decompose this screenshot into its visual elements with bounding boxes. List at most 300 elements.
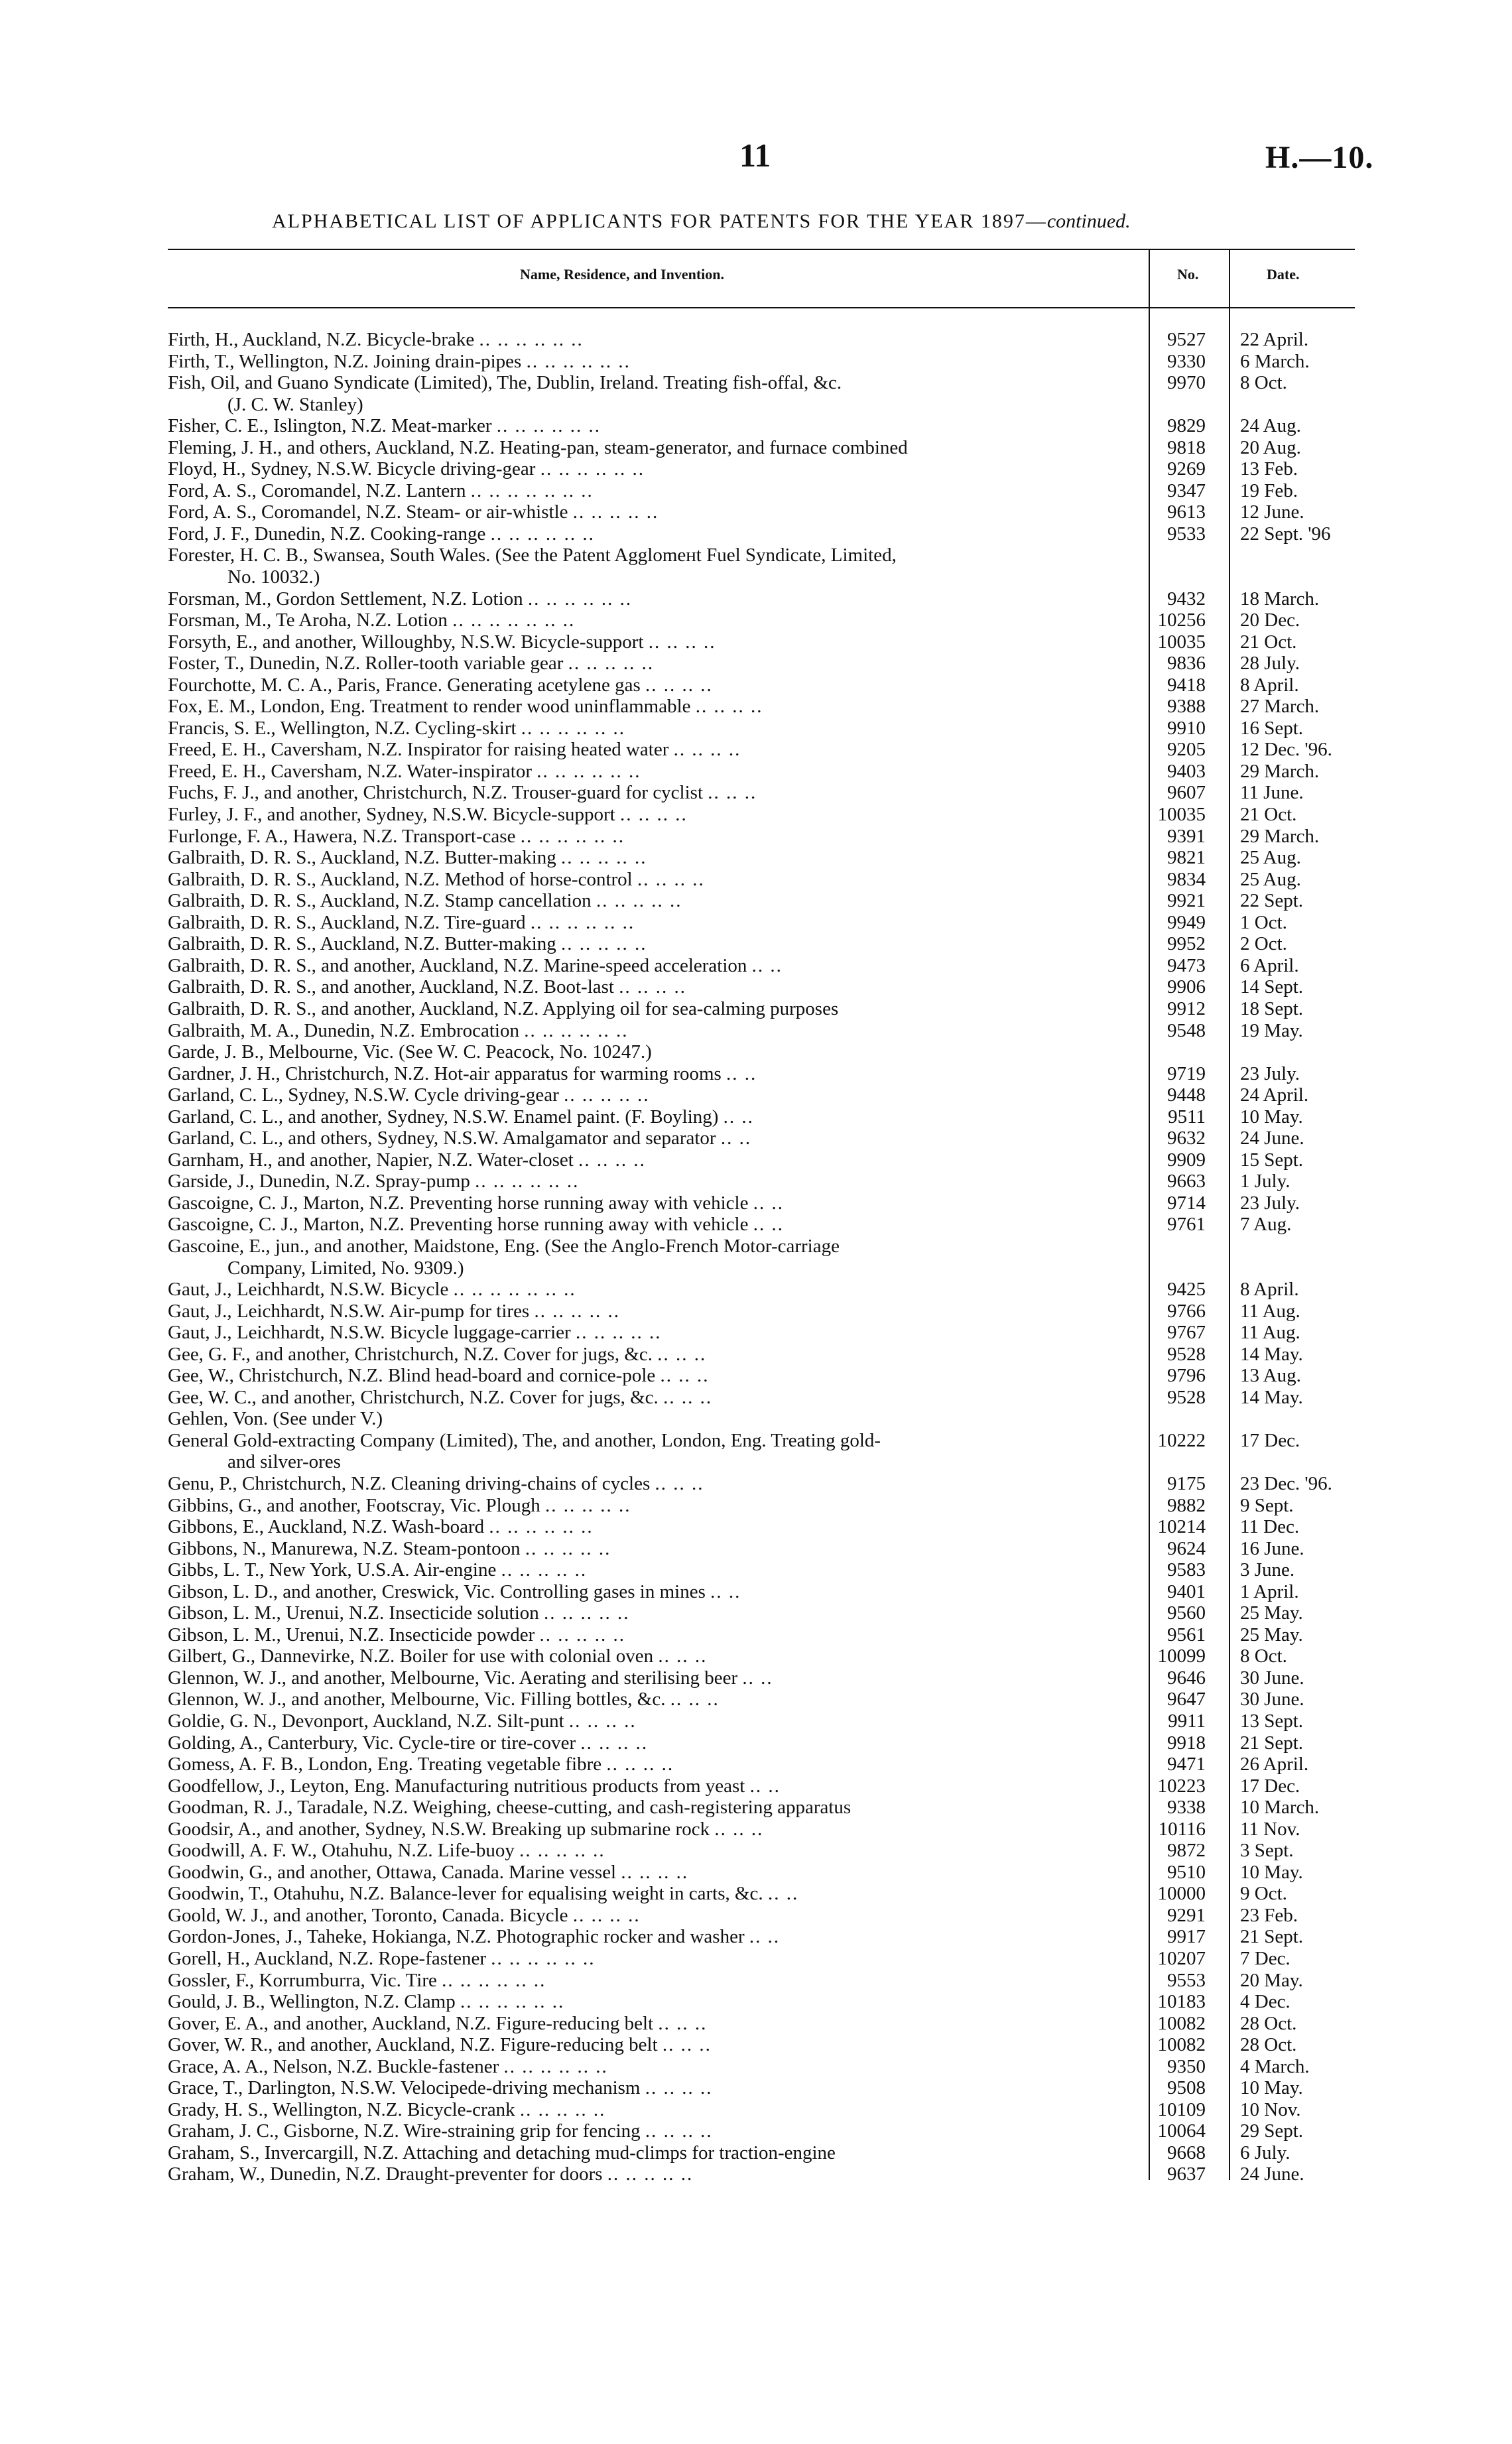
applicant-entry <box>168 761 1149 783</box>
entry-text: (J. C. W. Stanley) <box>227 393 363 415</box>
list-item <box>168 1344 1361 1366</box>
applicant-entry <box>168 2013 1149 2035</box>
applicant-entry <box>168 1991 1149 2013</box>
leader-dots: .. .. .. .. <box>619 804 688 826</box>
entry-text: Goodman, R. J., Taradale, N.Z. Weighing, cheese-cutting, and cash-registering apparatus <box>168 1797 851 1819</box>
patent-number: 9834 <box>1167 868 1206 890</box>
entry-text: Galbraith, D. R. S., and another, Auckland, N.Z. Marine-speed acceleration <box>168 954 747 976</box>
entry-text: Gibbons, N., Manurewa, N.Z. Steam-pontoon <box>168 1537 521 1559</box>
applicant-entry <box>168 826 1149 848</box>
patent-number: 9949 <box>1167 911 1206 933</box>
applicant-entry <box>168 631 1149 653</box>
leader-dots: .. .. .. .. .. <box>596 890 682 912</box>
patent-number: 9909 <box>1167 1149 1206 1171</box>
applicant-entry <box>168 2142 1149 2164</box>
patent-date: 23 Dec. '96. <box>1240 1472 1332 1494</box>
header-top-rule <box>168 249 1355 250</box>
applicant-entry <box>168 1301 1149 1322</box>
list-item <box>168 718 1361 740</box>
patent-date: 25 May. <box>1240 1602 1303 1624</box>
patent-date: 1 Oct. <box>1240 911 1287 933</box>
entry-text: Goold, W. J., and another, Toronto, Canada. Bicycle <box>168 1904 568 1926</box>
patent-date: 24 Aug. <box>1240 415 1301 437</box>
list-item <box>168 1473 1361 1495</box>
patent-date: 8 Oct. <box>1240 1645 1287 1667</box>
patent-number: 10109 <box>1157 2098 1206 2120</box>
list-item <box>168 1041 1361 1063</box>
list-item <box>168 329 1361 351</box>
title-main: ALPHABETICAL LIST OF APPLICANTS FOR PATENTS FOR THE YEAR 1897— <box>272 210 1047 232</box>
leader-dots: .. .. .. .. .. <box>544 1494 631 1516</box>
leader-dots: .. .. .. .. <box>673 739 741 761</box>
applicant-entry <box>168 458 1149 480</box>
patent-number: 9836 <box>1167 653 1206 675</box>
list-item <box>168 675 1361 696</box>
patent-date: 26 April. <box>1240 1754 1309 1775</box>
patent-date: 24 June. <box>1240 1127 1304 1149</box>
applicant-entry <box>168 1192 1149 1214</box>
list-item <box>168 653 1361 675</box>
patent-number: 9761 <box>1167 1214 1206 1236</box>
patent-date: 14 Sept. <box>1240 976 1304 998</box>
patent-date: 16 Sept. <box>1240 717 1304 739</box>
patent-date: 21 Oct. <box>1240 804 1297 826</box>
list-item <box>168 955 1361 977</box>
patent-number: 9508 <box>1167 2077 1206 2099</box>
list-item <box>168 1127 1361 1149</box>
list-item <box>168 1495 1361 1517</box>
leader-dots: .. .. .. .. <box>619 976 686 998</box>
patent-number: 9970 <box>1167 372 1206 394</box>
list-item <box>168 2163 1361 2185</box>
applicant-entry <box>168 847 1149 869</box>
list-item <box>168 782 1361 804</box>
patent-number: 9663 <box>1167 1171 1206 1192</box>
applicant-entry <box>168 1602 1149 1624</box>
leader-dots: .. .. .. .. .. <box>501 1559 588 1581</box>
applicant-entry <box>168 1905 1149 1927</box>
leader-dots: .. .. .. .. <box>648 631 716 653</box>
entry-text: Gascoine, E., jun., and another, Maidstone, Eng. (See the Anglo-French Motor-carriage <box>168 1235 840 1257</box>
entry-text: Galbraith, D. R. S., Auckland, N.Z. Butter-making <box>168 933 556 955</box>
list-item <box>168 523 1361 545</box>
applicant-entry <box>168 1430 1149 1452</box>
applicant-entry <box>168 998 1149 1020</box>
entry-text: Graham, J. C., Gisborne, N.Z. Wire-straining grip for fencing <box>168 2120 641 2142</box>
list-item <box>168 1538 1361 1560</box>
applicant-entry <box>168 869 1149 891</box>
entry-text: Galbraith, D. R. S., Auckland, N.Z. Method of horse-control <box>168 868 633 890</box>
list-item <box>168 1279 1361 1301</box>
entry-text: Genu, P., Christchurch, N.Z. Cleaning driving-chains of cycles <box>168 1472 651 1494</box>
applicant-entry <box>168 739 1149 761</box>
list-item <box>168 1819 1361 1840</box>
patent-number: 10214 <box>1157 1516 1206 1538</box>
applicant-entry <box>168 2056 1149 2078</box>
leader-dots: .. .. .. .. .. <box>544 1602 630 1624</box>
list-item <box>168 2013 1361 2035</box>
patent-date: 25 May. <box>1240 1624 1303 1645</box>
patent-date: 4 March. <box>1240 2055 1310 2077</box>
applicant-entry <box>168 1926 1149 1948</box>
list-item <box>168 437 1361 459</box>
applicant-entry <box>168 890 1149 912</box>
leader-dots: .. .. <box>753 1214 784 1236</box>
entry-text: Grace, A. A., Nelson, N.Z. Buckle-fastener <box>168 2055 499 2077</box>
patent-date: 20 Dec. <box>1240 610 1300 631</box>
applicant-entry <box>168 1754 1149 1775</box>
entry-text: Ford, A. S., Coromandel, N.Z. Lantern <box>168 480 466 501</box>
list-item <box>168 351 1361 373</box>
patent-number: 9528 <box>1167 1386 1206 1408</box>
list-item <box>168 372 1361 394</box>
entry-text: Galbraith, D. R. S., Auckland, N.Z. Butter-making <box>168 847 556 869</box>
patent-date: 8 April. <box>1240 674 1299 696</box>
list-item <box>168 2056 1361 2078</box>
patent-date: 21 Sept. <box>1240 1926 1304 1948</box>
entry-text: Garside, J., Dunedin, N.Z. Spray-pump <box>168 1171 470 1192</box>
leader-dots: .. .. .. <box>660 1365 710 1387</box>
patent-date: 10 March. <box>1240 1797 1320 1819</box>
leader-dots: .. .. .. <box>714 1818 764 1840</box>
list-item <box>168 1301 1361 1322</box>
list-item <box>168 2142 1361 2164</box>
patent-date: 6 March. <box>1240 350 1310 372</box>
patent-date: 20 Aug. <box>1240 436 1301 458</box>
leader-dots: .. .. .. .. .. <box>519 1840 605 1862</box>
patent-date: 24 June. <box>1240 2163 1304 2185</box>
entry-text: Firth, T., Wellington, N.Z. Joining drain-pipes <box>168 350 522 372</box>
leader-dots: .. .. .. <box>657 1343 707 1365</box>
applicant-entry <box>168 1732 1149 1754</box>
list-item <box>168 1063 1361 1085</box>
entry-text: Gover, E. A., and another, Auckland, N.Z. Figure-reducing belt <box>168 2012 654 2034</box>
applicant-entry <box>168 1365 1149 1387</box>
applicant-entry <box>168 2034 1149 2056</box>
applicant-entry <box>168 501 1149 523</box>
leader-dots: .. .. .. .. .. <box>539 1624 626 1645</box>
leader-dots: .. .. <box>710 1580 741 1602</box>
entry-text: Gordon-Jones, J., Taheke, Hokianga, N.Z. Photographic rocker and washer <box>168 1926 745 1948</box>
leader-dots: .. .. .. .. <box>572 1904 641 1926</box>
applicant-entry <box>168 718 1149 740</box>
applicant-entry <box>168 1344 1149 1366</box>
applicant-entry <box>168 480 1149 502</box>
entry-text: Fleming, J. H., and others, Auckland, N.Z. Heating-pan, steam-generator, and furnace combined <box>168 436 908 458</box>
patent-date: 21 Oct. <box>1240 631 1297 653</box>
patent-number: 9175 <box>1167 1472 1206 1494</box>
entry-text: Gee, W. C., and another, Christchurch, N.Z. Cover for jugs, &c. <box>168 1386 659 1408</box>
list-item <box>168 1257 1361 1279</box>
patent-date: 10 Nov. <box>1240 2098 1301 2120</box>
list-item <box>168 1862 1361 1884</box>
applicant-entry <box>168 329 1149 351</box>
leader-dots: .. .. .. .. .. <box>607 2163 694 2185</box>
leader-dots: .. .. .. <box>662 2034 712 2056</box>
patent-number: 9425 <box>1167 1279 1206 1301</box>
leader-dots: .. .. .. .. <box>645 2077 713 2099</box>
leader-dots: .. .. .. .. .. .. <box>527 588 633 610</box>
applicant-entry <box>168 1084 1149 1106</box>
applicant-entry <box>168 1473 1149 1495</box>
applicant-entry <box>168 804 1149 826</box>
list-item <box>168 588 1361 610</box>
patent-date: 10 May. <box>1240 1861 1303 1883</box>
list-item <box>168 739 1361 761</box>
entry-text: Goodfellow, J., Leyton, Eng. Manufacturing nutritious products from yeast <box>168 1775 745 1797</box>
patent-date: 16 June. <box>1240 1537 1304 1559</box>
patent-date: 19 Feb. <box>1240 480 1298 501</box>
patent-number: 9350 <box>1167 2055 1206 2077</box>
entry-text: Francis, S. E., Wellington, N.Z. Cycling-skirt <box>168 717 517 739</box>
patent-date: 1 July. <box>1240 1171 1291 1192</box>
applicant-entry <box>168 1041 1149 1063</box>
patent-number: 9471 <box>1167 1754 1206 1775</box>
leader-dots: .. .. .. .. .. .. <box>524 1019 629 1041</box>
leader-dots: .. .. .. .. .. .. <box>489 1516 594 1538</box>
patent-number: 9527 <box>1167 329 1206 350</box>
applicant-entry <box>168 696 1149 718</box>
patent-date: 24 April. <box>1240 1084 1309 1106</box>
list-item <box>168 1991 1361 2013</box>
applicant-entry <box>168 1495 1149 1517</box>
list-item <box>168 804 1361 826</box>
patent-number: 9818 <box>1167 436 1206 458</box>
leader-dots: .. .. .. .. <box>645 674 713 696</box>
patent-number: 9767 <box>1167 1322 1206 1344</box>
patent-number: 9401 <box>1167 1580 1206 1602</box>
patent-number: 10082 <box>1157 2034 1206 2056</box>
leader-dots: .. .. .. .. .. .. <box>520 825 625 847</box>
patent-number: 9917 <box>1167 1926 1206 1948</box>
patent-date: 18 March. <box>1240 588 1320 610</box>
patent-date: 4 Dec. <box>1240 1991 1291 2013</box>
leader-dots: .. .. <box>742 1667 773 1689</box>
entry-text: Forester, H. C. B., Swansea, South Wales. (See the Patent Agglomeнt Fuel Syndicate, Limited, <box>168 545 897 566</box>
entry-text: Gee, G. F., and another, Christchurch, N.Z. Cover for jugs, &c. <box>168 1343 653 1365</box>
list-item <box>168 696 1361 718</box>
patent-date: 6 July. <box>1240 2142 1291 2163</box>
patent-date: 20 May. <box>1240 1969 1303 1991</box>
entry-text: Company, Limited, No. 9309.) <box>227 1257 464 1279</box>
entry-text: General Gold-extracting Company (Limited), The, and another, London, Eng. Treating gold- <box>168 1429 881 1451</box>
applicant-entry <box>168 1516 1149 1538</box>
patent-date: 15 Sept. <box>1240 1149 1304 1171</box>
applicant-entry <box>168 653 1149 675</box>
patent-number: 9637 <box>1167 2163 1206 2185</box>
entry-text: Freed, E. H., Caversham, N.Z. Inspirator for raising heated water <box>168 739 669 761</box>
patent-date: 22 Sept. <box>1240 890 1304 912</box>
entry-text: Galbraith, D. R. S., and another, Auckland, N.Z. Boot-last <box>168 976 614 998</box>
patent-number: 9719 <box>1167 1062 1206 1084</box>
list-item <box>168 1797 1361 1819</box>
entry-text: Gibbs, L. T., New York, U.S.A. Air-engine <box>168 1559 497 1581</box>
patent-date: 18 Sept. <box>1240 997 1304 1019</box>
patent-date: 14 May. <box>1240 1343 1303 1365</box>
leader-dots: .. .. .. .. .. .. <box>491 1948 596 1970</box>
entry-text: Gomess, A. F. B., London, Eng. Treating vegetable fibre <box>168 1754 602 1775</box>
leader-dots: .. .. .. .. .. <box>525 1537 611 1559</box>
list-item <box>168 2077 1361 2099</box>
patent-number: 9624 <box>1167 1537 1206 1559</box>
patent-date: 9 Oct. <box>1240 1883 1287 1905</box>
patent-date: 17 Dec. <box>1240 1429 1300 1451</box>
patent-number: 9821 <box>1167 847 1206 869</box>
leader-dots: .. .. .. <box>655 1472 704 1494</box>
list-item <box>168 1516 1361 1538</box>
applicant-entry <box>168 1279 1149 1301</box>
applicant-entry <box>168 1645 1149 1667</box>
patent-number: 9714 <box>1167 1192 1206 1214</box>
patent-number: 10223 <box>1157 1775 1206 1797</box>
patent-date: 25 Aug. <box>1240 868 1301 890</box>
list-item <box>168 1236 1361 1257</box>
entry-text: Galbraith, D. R. S., Auckland, N.Z. Tire-guard <box>168 911 526 933</box>
list-item <box>168 1365 1361 1387</box>
leader-dots: .. .. .. .. .. <box>575 1322 662 1344</box>
leader-dots: .. .. .. .. .. <box>568 653 655 675</box>
applicant-entry <box>168 1970 1149 1992</box>
patent-number: 10256 <box>1157 610 1206 631</box>
entry-text: Gaut, J., Leichhardt, N.S.W. Air-pump for tires <box>168 1300 530 1322</box>
list-item <box>168 998 1361 1020</box>
patent-date: 3 Sept. <box>1240 1840 1294 1862</box>
patent-number: 9432 <box>1167 588 1206 610</box>
leader-dots: .. .. .. .. .. .. <box>530 911 635 933</box>
entry-text: Garde, J. B., Melbourne, Vic. (See W. C. Peacock, No. 10247.) <box>168 1041 652 1063</box>
list-item <box>168 2034 1361 2056</box>
entry-text: Furley, J. F., and another, Sydney, N.S.W. Bicycle-support <box>168 804 615 826</box>
leader-dots: .. .. .. .. <box>578 1149 646 1171</box>
applicant-entry <box>168 1214 1149 1236</box>
applicant-entry <box>168 1387 1149 1409</box>
patent-number: 9952 <box>1167 933 1206 955</box>
list-item <box>168 1710 1361 1732</box>
applicant-entry <box>227 1257 1209 1279</box>
entry-text: No. 10032.) <box>227 566 320 588</box>
patent-date: 9 Sept. <box>1240 1494 1294 1516</box>
entry-text: Grace, T., Darlington, N.S.W. Velocipede-driving mechanism <box>168 2077 641 2099</box>
list-item <box>168 976 1361 998</box>
applicant-entry <box>168 1840 1149 1862</box>
list-item <box>168 545 1361 566</box>
applicant-entry <box>168 2099 1149 2121</box>
applicant-entry <box>168 912 1149 934</box>
leader-dots: .. .. .. .. .. .. <box>540 458 645 480</box>
patent-number: 9918 <box>1167 1732 1206 1754</box>
list-item <box>168 566 1361 588</box>
column-header-no: No. <box>1177 266 1199 283</box>
leader-dots: .. .. .. .. .. .. <box>475 1171 580 1192</box>
applicant-entry <box>168 1171 1149 1192</box>
list-item <box>168 869 1361 891</box>
entry-text: Gee, W., Christchurch, N.Z. Blind head-board and cornice-pole <box>168 1365 656 1387</box>
leader-dots: .. .. .. .. <box>606 1754 674 1775</box>
leader-dots: .. .. .. .. <box>645 2120 713 2142</box>
entry-text: Forsman, M., Gordon Settlement, N.Z. Lotion <box>168 588 523 610</box>
applicant-entry <box>168 933 1149 955</box>
entry-text: Ford, A. S., Coromandel, N.Z. Steam- or air-whistle <box>168 501 568 523</box>
applicant-entry <box>227 1451 1209 1473</box>
patent-date: 11 June. <box>1240 782 1304 804</box>
list-item <box>168 933 1361 955</box>
patent-date: 23 July. <box>1240 1062 1300 1084</box>
list-item <box>168 912 1361 934</box>
applicant-entry <box>168 415 1149 437</box>
entry-text: Gilbert, G., Dannevirke, N.Z. Boiler for use with colonial oven <box>168 1645 654 1667</box>
entry-text: Garnham, H., and another, Napier, N.Z. Water-closet <box>168 1149 574 1171</box>
list-item <box>168 1171 1361 1192</box>
list-item <box>168 610 1361 631</box>
entry-text: Firth, H., Auckland, N.Z. Bicycle-brake <box>168 329 475 350</box>
entry-text: Foster, T., Dunedin, N.Z. Roller-tooth variable gear <box>168 653 564 675</box>
applicant-entry <box>168 1624 1149 1646</box>
list-item <box>168 394 1361 416</box>
entry-text: Garland, C. L., and another, Sydney, N.S.W. Enamel paint. (F. Boyling) <box>168 1106 719 1127</box>
list-item <box>168 1883 1361 1905</box>
leader-dots: .. .. .. .. .. <box>561 847 647 869</box>
patent-number: 9911 <box>1168 1710 1206 1732</box>
entry-text: Fox, E. M., London, Eng. Treatment to render wood uninflammable <box>168 696 691 718</box>
applicant-entry <box>168 1883 1149 1905</box>
patent-date: 19 May. <box>1240 1019 1303 1041</box>
applicant-entry <box>168 437 1149 459</box>
leader-dots: .. .. .. .. .. .. <box>479 329 584 350</box>
applicant-entry <box>168 351 1149 373</box>
applicant-entry <box>168 1559 1149 1581</box>
applicant-entry <box>227 566 1209 588</box>
patent-number: 9528 <box>1167 1343 1206 1365</box>
column-header-date: Date. <box>1267 266 1300 283</box>
applicant-entry <box>168 1948 1149 1970</box>
patent-date: 23 Feb. <box>1240 1904 1298 1926</box>
applicant-entry <box>168 1322 1149 1344</box>
list-item <box>168 1667 1361 1689</box>
patent-date: 17 Dec. <box>1240 1775 1300 1797</box>
entry-text: Goodwin, T., Otahuhu, N.Z. Balance-lever for equalising weight in carts, &c. <box>168 1883 763 1905</box>
patent-date: 7 Dec. <box>1240 1948 1291 1970</box>
list-item <box>168 761 1361 783</box>
list-item <box>168 1149 1361 1171</box>
patent-number: 9632 <box>1167 1127 1206 1149</box>
leader-dots: .. .. <box>749 1775 781 1797</box>
patent-number: 9646 <box>1167 1667 1206 1689</box>
patent-number: 9403 <box>1167 760 1206 782</box>
list-item <box>168 2099 1361 2121</box>
entry-text: Goodwin, G., and another, Ottawa, Canada. Marine vessel <box>168 1861 617 1883</box>
leader-dots: .. .. <box>767 1883 799 1905</box>
list-item <box>168 1775 1361 1797</box>
list-item <box>168 1106 1361 1128</box>
applicant-entry <box>168 976 1149 998</box>
patent-number: 9872 <box>1167 1840 1206 1862</box>
patent-number: 9796 <box>1167 1365 1206 1387</box>
patent-number: 9647 <box>1167 1689 1206 1710</box>
entry-text: Fisher, C. E., Islington, N.Z. Meat-marker <box>168 415 492 437</box>
entry-text: Galbraith, D. R. S., Auckland, N.Z. Stamp cancellation <box>168 890 592 912</box>
applicant-entry <box>168 1710 1149 1732</box>
patent-date: 30 June. <box>1240 1667 1304 1689</box>
applicant-entry <box>168 1106 1149 1128</box>
applicant-entry <box>168 782 1149 804</box>
leader-dots: .. .. .. .. .. .. <box>496 415 601 437</box>
list-item <box>168 890 1361 912</box>
list-item <box>168 1408 1361 1430</box>
list-item <box>168 1387 1361 1409</box>
list-item <box>168 1970 1361 1992</box>
leader-dots: .. .. .. .. .. <box>561 933 647 955</box>
applicant-entry <box>168 1775 1149 1797</box>
